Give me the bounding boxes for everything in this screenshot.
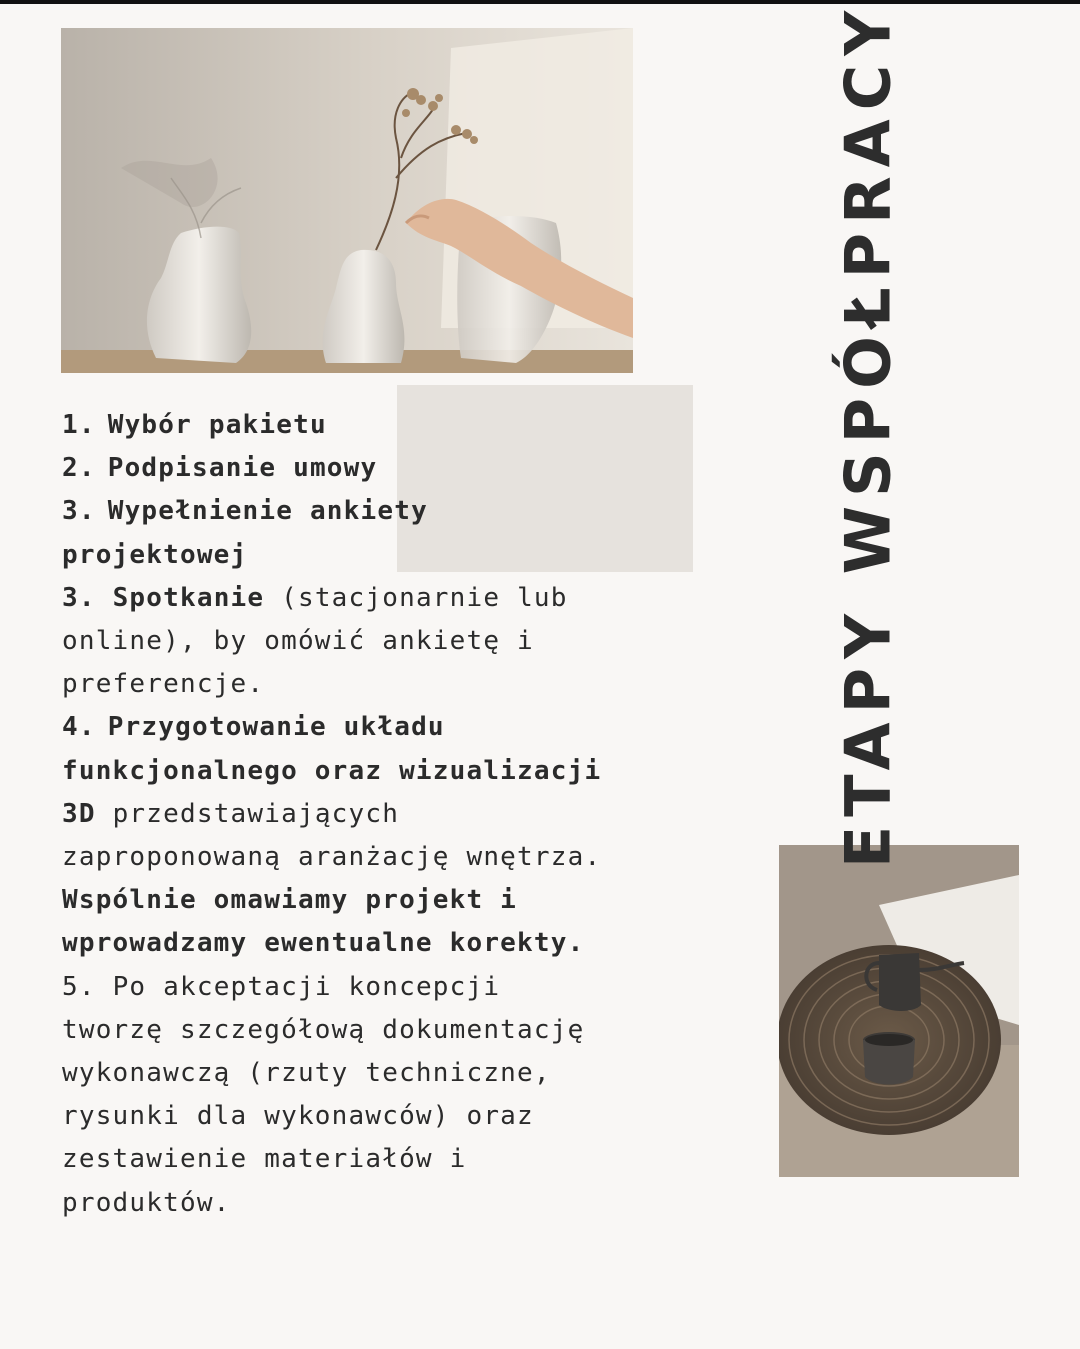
step-4-title: Przygotowanie układu funkcjonalnego oraz wizualizacji 3D — [62, 712, 602, 829]
step-4-number: 4. — [62, 712, 96, 743]
step-3a-title: Wypełnienie ankiety projektowej — [62, 496, 428, 570]
step-5-number: 5. — [62, 971, 96, 1002]
step-5-text: Po akceptacji koncepcji tworzę szczegółową dokumentację wykonawczą (rzuty techniczne, rysunki dla wykonawców) oraz zestawienie materiałów i produktów. — [62, 971, 585, 1218]
vases-photo — [61, 28, 633, 373]
step-3b-title: Spotkanie — [112, 582, 265, 613]
step-4 — [62, 706, 602, 965]
step-1-title: Wybór pakietu — [107, 410, 327, 440]
step-4-text: przedstawiających zaproponowaną aranżację wnętrza. — [62, 798, 602, 873]
step-3b-number: 3. — [62, 582, 96, 613]
steps-list — [62, 404, 602, 1225]
step-4-note: Wspólnie omawiamy projekt i wprowadzamy ewentualne korekty. — [62, 885, 585, 959]
step-3b-text: (stacjonarnie lub online), by omówić ankietę i preferencje. — [62, 582, 568, 700]
page-title: ETAPY WSPÓŁPRACY — [831, 1, 905, 869]
step-3a-number: 3. — [62, 496, 96, 527]
step-2 — [62, 447, 602, 490]
step-2-title: Podpisanie umowy — [107, 453, 378, 484]
coffee-photo — [779, 845, 1019, 1177]
step-5 — [62, 966, 602, 1225]
top-border — [0, 0, 1080, 4]
step-1 — [62, 404, 602, 447]
step-3a — [62, 490, 602, 576]
step-3b — [62, 577, 602, 707]
step-2-number: 2. — [62, 453, 96, 484]
step-1-number: 1. — [62, 410, 96, 440]
